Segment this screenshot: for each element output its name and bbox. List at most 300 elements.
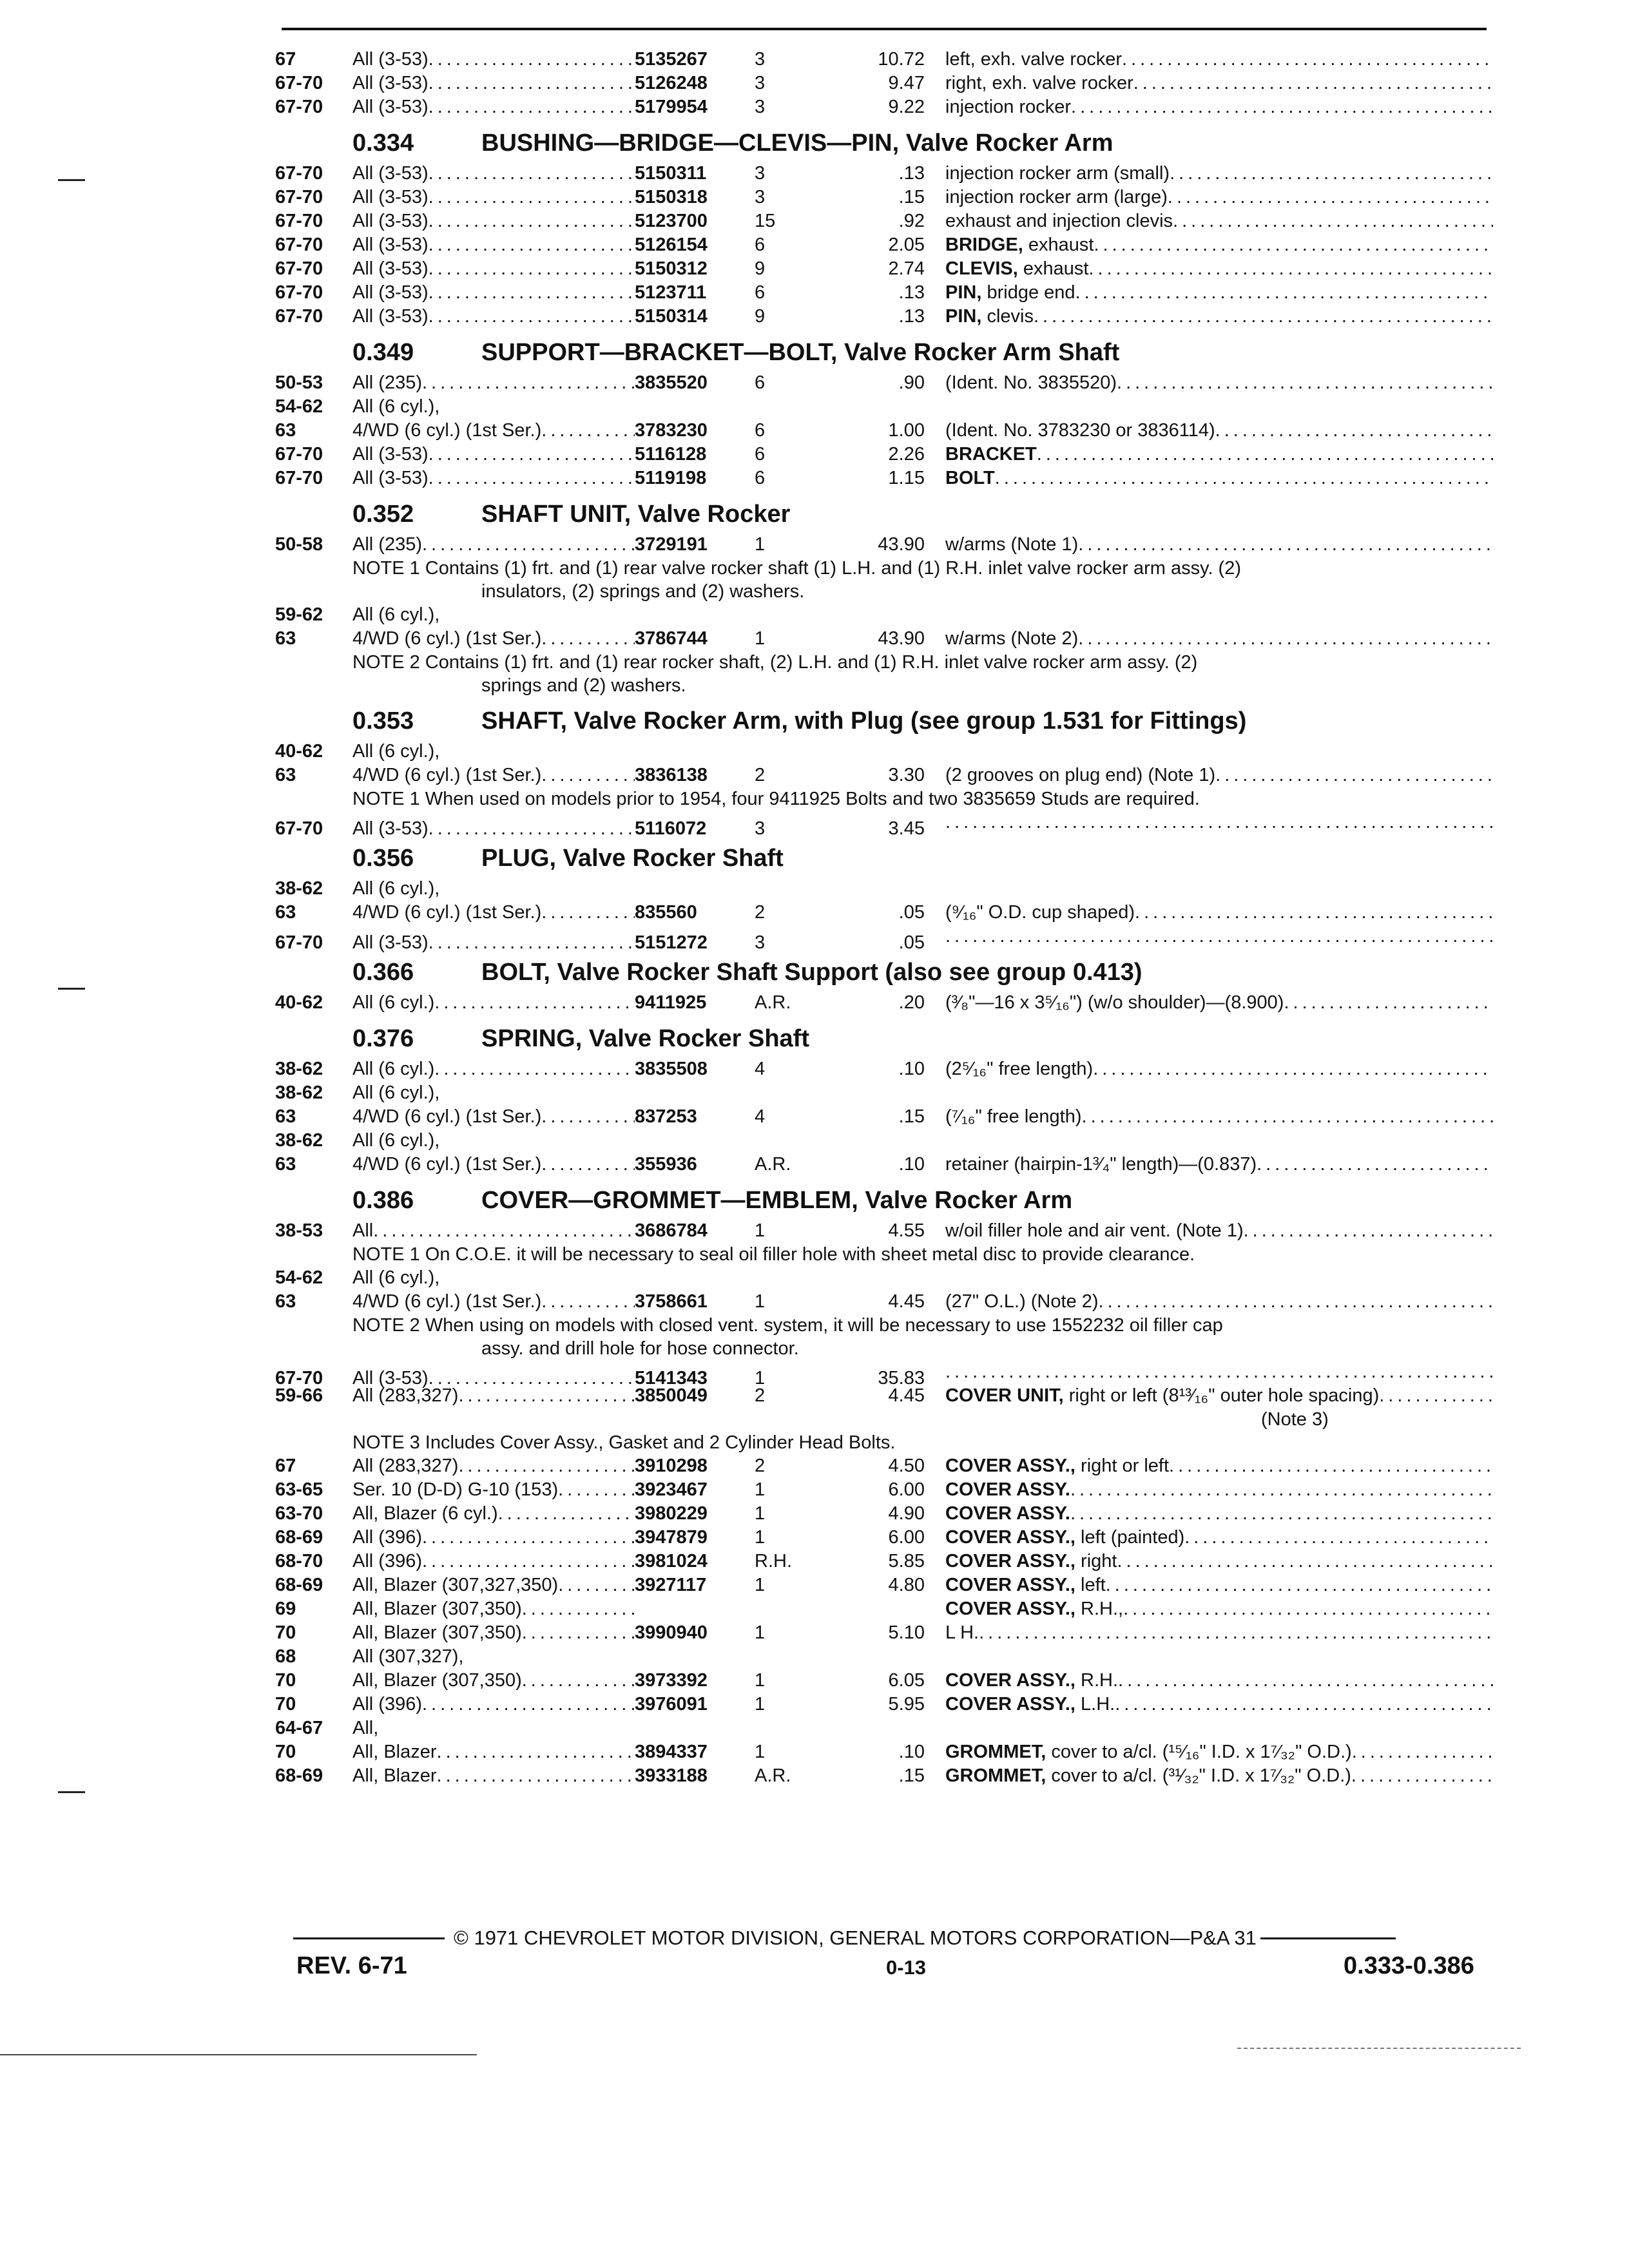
price: .13: [898, 282, 925, 303]
part-number: 3910298: [635, 1456, 708, 1476]
leader-dots: [429, 817, 635, 841]
price: 35.83: [878, 1368, 925, 1389]
quantity: 6: [755, 282, 766, 303]
application: All (6 cyl.): [352, 992, 435, 1013]
model-years: 38-53: [275, 1220, 323, 1241]
note-line: NOTE 3 Includes Cover Assy., Gasket and 2 Cylinder Head Bolts.: [352, 1432, 896, 1453]
model-years: 67-70: [275, 1368, 323, 1389]
description-text: right, exh. valve rocker: [945, 73, 1133, 93]
quantity: A.R.: [755, 1154, 791, 1175]
parts-section: [275, 834, 1493, 953]
leader-dots: [1117, 371, 1493, 395]
leader-dots: [1078, 627, 1493, 651]
application: 4/WD (6 cyl.) (1st Ser.): [352, 902, 542, 923]
model-years: 63: [275, 765, 296, 785]
table-row: [275, 1597, 1493, 1621]
leader-dots: [522, 1669, 635, 1693]
table-row: [275, 1153, 1493, 1177]
description-cell: [945, 257, 1493, 281]
leader-dots: [1070, 1502, 1493, 1526]
application-cell: [352, 1454, 635, 1478]
note-continuation: assy. and drill hole for hose connector.: [481, 1338, 799, 1359]
application: All (3-53): [352, 818, 429, 839]
description-text: retainer (hairpin-1³⁄₄" length)—(0.837): [945, 1154, 1257, 1175]
application-cell: [352, 1057, 635, 1081]
description-cell: [945, 305, 1493, 329]
description-cell: [945, 1478, 1493, 1502]
application-cell: [352, 72, 635, 95]
description: [945, 257, 1088, 281]
description: [945, 1597, 1123, 1621]
part-number: 3850049: [635, 1385, 708, 1406]
application-cell: [352, 209, 635, 233]
price: .05: [898, 902, 925, 923]
quantity: 1: [755, 534, 766, 555]
leader-dots: [541, 901, 635, 925]
application-cell: [352, 991, 635, 1015]
price: 3.45: [888, 818, 925, 839]
table-row: [275, 1764, 1493, 1788]
section-heading: [275, 490, 1493, 533]
quantity: 1: [755, 1503, 766, 1524]
application: All (396): [352, 1694, 422, 1715]
leader-dots: [498, 1502, 635, 1526]
model-years: 67: [275, 49, 296, 70]
part-number: 3990940: [635, 1622, 708, 1643]
leader-dots: [429, 257, 635, 281]
note-line: NOTE 1 When used on models prior to 1954, four 9411925 Bolts and two 3835659 Studs are required.: [352, 789, 1200, 809]
application-cell: [352, 1597, 635, 1621]
leader-dots: [434, 1057, 635, 1081]
leader-dots: [429, 466, 635, 490]
section-title: PLUG, Valve Rocker Shaft: [481, 845, 784, 872]
table-row: [275, 257, 1493, 281]
description: [945, 1219, 1244, 1243]
application-cell: [352, 1740, 635, 1764]
application: All (3-53): [352, 468, 429, 488]
leader-dots: [422, 1693, 635, 1716]
model-years: 67-70: [275, 235, 323, 255]
part-number: 3729191: [635, 534, 708, 555]
application-cell: [352, 1478, 635, 1502]
description-cell: [945, 209, 1493, 233]
model-years: 38-62: [275, 1130, 323, 1151]
description: [945, 1526, 1184, 1550]
quantity: 2: [755, 765, 766, 785]
price: .92: [898, 211, 925, 231]
description-cell: [945, 1105, 1493, 1129]
price: .10: [898, 1742, 925, 1762]
leader-dots: [429, 305, 635, 329]
part-number: 3973392: [635, 1670, 708, 1691]
table-row: [275, 1526, 1493, 1550]
table-row: [275, 1573, 1493, 1597]
footer-rule: [1260, 1937, 1396, 1939]
application-cell: [352, 95, 635, 119]
table-row: [275, 371, 1493, 395]
revision-label: REV. 6-71: [296, 1952, 407, 1979]
model-years: 40-62: [275, 992, 323, 1013]
description-text: (27" O.L.) (Note 2): [945, 1291, 1099, 1312]
application: All (3-53): [352, 306, 429, 327]
quantity: 3: [755, 49, 766, 70]
description: [945, 186, 1168, 209]
model-years: 70: [275, 1622, 296, 1643]
description: [945, 48, 1122, 72]
quantity: 2: [755, 1456, 766, 1476]
model-years: 59-62: [275, 604, 323, 625]
application: All (6 cyl.),: [352, 396, 440, 417]
bottom-rule: [0, 2054, 477, 2055]
model-years: 38-62: [275, 1059, 323, 1079]
description-text: injection rocker arm (large): [945, 187, 1168, 207]
application: All (235): [352, 372, 422, 393]
price: 2.26: [888, 444, 925, 465]
description-cell: [945, 1057, 1493, 1081]
description-text: right: [1075, 1551, 1117, 1571]
top-rule: [282, 28, 1487, 30]
leader-dots: [1123, 1597, 1493, 1621]
model-years: 67-70: [275, 818, 323, 839]
model-years: 64-67: [275, 1718, 323, 1738]
application: All (3-53): [352, 932, 429, 953]
description-text: exhaust and injection clevis: [945, 211, 1173, 231]
section-number: 0.352: [352, 501, 414, 528]
section-number: 0.349: [352, 339, 414, 366]
quantity: 3: [755, 163, 766, 184]
leader-dots: [541, 419, 635, 443]
section-heading: [275, 948, 1493, 991]
description-text: cover to a/cl. (³¹⁄₃₂" I.D. x 1⁷⁄₃₂" O.D.): [1046, 1765, 1351, 1786]
table-row: [275, 1057, 1493, 1081]
application: All (6 cyl.),: [352, 741, 440, 762]
table-row: [275, 1645, 1493, 1669]
part-number: 3980229: [635, 1503, 708, 1524]
description: [945, 901, 1135, 925]
parts-section: [275, 1015, 1493, 1177]
description-text: (2⁵⁄₁₆" free length): [945, 1059, 1094, 1079]
description-bold: PIN,: [945, 282, 982, 303]
model-years: 38-62: [275, 1082, 323, 1103]
leader-dots: [558, 1573, 635, 1597]
application: All (6 cyl.),: [352, 1267, 440, 1288]
description-text: cover to a/cl. (¹⁵⁄₁₆" I.D. x 1⁷⁄₃₂" O.D.): [1046, 1742, 1352, 1762]
price: .15: [898, 1106, 925, 1127]
price: 4.90: [888, 1503, 925, 1524]
application-cell: [352, 1573, 635, 1597]
leader-dots: [458, 1454, 635, 1478]
model-years: 69: [275, 1599, 296, 1619]
description-text: injection rocker: [945, 97, 1072, 117]
part-number: 3835508: [635, 1059, 708, 1079]
section-number: 0.356: [352, 845, 414, 872]
note-line: NOTE 1 Contains (1) frt. and (1) rear valve rocker shaft (1) L.H. and (1) R.H. inlet valve rocker arm assy. (2): [352, 558, 1242, 579]
application-cell: [352, 1526, 635, 1550]
application: All (6 cyl.),: [352, 604, 440, 625]
part-number: 5116072: [635, 818, 707, 839]
price: .05: [898, 932, 925, 953]
description-cell: [945, 1502, 1493, 1526]
leader-dots: [541, 764, 635, 787]
description-cell: [945, 1219, 1493, 1243]
description-text: left, exh. valve rocker: [945, 49, 1122, 70]
note-text: [275, 787, 1493, 811]
application: All, Blazer (307,350): [352, 1670, 522, 1691]
part-number: 5123711: [635, 282, 707, 303]
price: 4.80: [888, 1575, 925, 1595]
quantity: 1: [755, 1220, 766, 1241]
quantity: 6: [755, 372, 766, 393]
price: .15: [898, 187, 925, 207]
part-number: 835560: [635, 902, 697, 923]
quantity: 15: [755, 211, 776, 231]
application-cell: [352, 305, 635, 329]
description-bold: PIN,: [945, 306, 982, 327]
price: .10: [898, 1059, 925, 1079]
application: 4/WD (6 cyl.) (1st Ser.): [352, 765, 542, 785]
section-title: BUSHING—BRIDGE—CLEVIS—PIN, Valve Rocker Arm: [481, 130, 1113, 157]
description: [945, 1478, 1070, 1502]
price: 2.74: [888, 258, 925, 279]
model-years: 63-65: [275, 1479, 323, 1500]
application-cell: [352, 1669, 635, 1693]
description-cell: [945, 764, 1493, 787]
description-cell: [945, 466, 1493, 490]
application: All (3-53): [352, 211, 429, 231]
model-years: 67-70: [275, 444, 323, 465]
table-row: [275, 1740, 1493, 1764]
description-text: exhaust: [1017, 258, 1089, 279]
application: All (283,327): [352, 1385, 459, 1406]
application-cell: [352, 371, 635, 395]
quantity: 9: [755, 306, 766, 327]
price: .10: [898, 1154, 925, 1175]
description-cell: [945, 1693, 1493, 1716]
page-number: 0-13: [886, 1956, 927, 1979]
section-title: COVER—GROMMET—EMBLEM, Valve Rocker Arm: [481, 1187, 1073, 1214]
price: 2.05: [888, 235, 925, 255]
description: [945, 533, 1078, 557]
table-row: [275, 603, 1493, 627]
margin-tick: [58, 1791, 85, 1793]
leader-dots: [429, 72, 635, 95]
application: All (3-53): [352, 258, 429, 279]
section-heading: [275, 1177, 1493, 1219]
model-years: 59-66: [275, 1385, 323, 1406]
table-row: [275, 811, 1493, 839]
application: Ser. 10 (D-D) G-10 (153): [352, 1479, 559, 1500]
description-text: left: [1075, 1575, 1106, 1595]
application: All (3-53): [352, 187, 429, 207]
application-cell: [352, 186, 635, 209]
description: [945, 1550, 1117, 1573]
application-cell: [352, 1550, 635, 1573]
table-row: [275, 1081, 1493, 1105]
leader-dots: [422, 533, 635, 557]
description: [945, 443, 1037, 466]
leader-dots: [429, 48, 635, 72]
description-cell: [945, 1290, 1493, 1314]
application: All, Blazer (6 cyl.): [352, 1503, 498, 1524]
description-text: (Ident. No. 3783230 or 3836114): [945, 420, 1215, 441]
model-years: 70: [275, 1670, 296, 1691]
section-title: SPRING, Valve Rocker Shaft: [481, 1025, 809, 1052]
application: All, Blazer: [352, 1765, 437, 1786]
description-text: left (painted): [1075, 1527, 1185, 1548]
application: All (396): [352, 1551, 422, 1571]
description-cell: [945, 443, 1493, 466]
leader-dots: [458, 1384, 635, 1408]
table-row: [275, 1360, 1493, 1389]
quantity: 1: [755, 1479, 766, 1500]
description: [945, 419, 1215, 443]
leader-dots: [1078, 533, 1493, 557]
description: [945, 1573, 1106, 1597]
description: [945, 1669, 1118, 1693]
description-cell: [945, 1454, 1493, 1478]
price: .15: [898, 1765, 925, 1786]
description-text: bridge end: [981, 282, 1075, 303]
model-years: 67-70: [275, 163, 323, 184]
application: All (307,327),: [352, 1646, 464, 1667]
table-row: [275, 209, 1493, 233]
parts-section: [275, 48, 1493, 119]
price: 9.22: [888, 97, 925, 117]
parts-section: [275, 329, 1493, 490]
quantity: R.H.: [755, 1551, 792, 1571]
leader-dots: [1215, 419, 1493, 443]
application-cell: [352, 281, 635, 305]
part-number: 3976091: [635, 1694, 708, 1715]
leader-dots: [1351, 1764, 1493, 1788]
price: 4.45: [888, 1291, 925, 1312]
section-number: 0.376: [352, 1025, 414, 1052]
description-cell: [945, 925, 1493, 948]
description-cell: [945, 1526, 1493, 1550]
description-cell: [945, 991, 1493, 1015]
leader-dots: [945, 811, 1493, 834]
quantity: 1: [755, 1527, 766, 1548]
application-cell: [352, 931, 635, 955]
description-cell: [945, 233, 1493, 257]
leader-dots: [1070, 1478, 1493, 1502]
table-row: [275, 1693, 1493, 1716]
model-years: 67-70: [275, 258, 323, 279]
application: All (235): [352, 534, 422, 555]
description-cell: [945, 95, 1493, 119]
application-cell: [352, 443, 635, 466]
parts-section: [275, 697, 1493, 839]
price: .13: [898, 163, 925, 184]
leader-dots: [437, 1740, 635, 1764]
part-number: 3947879: [635, 1527, 708, 1548]
model-years: 67: [275, 1456, 296, 1476]
section-title: BOLT, Valve Rocker Shaft Support (also see group 0.413): [481, 959, 1142, 986]
table-row: [275, 419, 1493, 443]
leader-dots: [1115, 1693, 1493, 1716]
part-number: 5150311: [635, 163, 707, 184]
price: 3.30: [888, 765, 925, 785]
leader-dots: [1184, 1526, 1493, 1550]
leader-dots: [1133, 72, 1493, 95]
description: [945, 1502, 1070, 1526]
description-cell: [945, 811, 1493, 834]
application: All, Blazer (307,350): [352, 1622, 522, 1643]
price: 1.15: [888, 468, 925, 488]
quantity: 3: [755, 932, 766, 953]
model-years: 63: [275, 420, 296, 441]
model-years: 67-70: [275, 211, 323, 231]
price: 5.95: [888, 1694, 925, 1715]
table-row: [275, 901, 1493, 925]
footer-rule: [293, 1937, 445, 1939]
leader-dots: [437, 1764, 635, 1788]
leader-dots: [429, 209, 635, 233]
description: [945, 371, 1117, 395]
price: 5.10: [888, 1622, 925, 1643]
table-row: [275, 764, 1493, 787]
table-row: [275, 533, 1493, 557]
table-row: [275, 281, 1493, 305]
part-number: 3927117: [635, 1575, 707, 1595]
table-row: [275, 740, 1493, 764]
model-years: 67-70: [275, 97, 323, 117]
note-text: [275, 651, 1493, 697]
section-number: 0.334: [352, 130, 414, 157]
description-text: (⁹⁄₁₆" O.D. cup shaped): [945, 902, 1135, 923]
description: [945, 991, 1284, 1015]
description: [945, 1153, 1257, 1177]
note-line: NOTE 2 Contains (1) frt. and (1) rear rocker shaft, (2) L.H. and (1) R.H. inlet valve rocker arm assy. (2): [352, 652, 1198, 673]
application-cell: [352, 533, 635, 557]
leader-dots: [1117, 1550, 1493, 1573]
table-row: [275, 925, 1493, 953]
leader-dots: [1170, 162, 1493, 186]
price: 6.00: [888, 1527, 925, 1548]
part-number: 5116128: [635, 444, 707, 465]
table-row: [275, 48, 1493, 72]
price: 10.72: [878, 49, 925, 70]
quantity: 9: [755, 258, 766, 279]
description-bold: COVER ASSY.: [945, 1503, 1070, 1524]
note-line: NOTE 1 On C.O.E. it will be necessary to seal oil filler hole with sheet metal disc to provide clearance.: [352, 1244, 1195, 1265]
note-text: [275, 1431, 1493, 1454]
parts-section: [275, 948, 1493, 1015]
leader-dots: [945, 925, 1493, 948]
quantity: 1: [755, 1575, 766, 1595]
section-heading: [275, 834, 1493, 877]
part-number: 355936: [635, 1154, 697, 1175]
leader-dots: [1094, 233, 1493, 257]
leader-dots: [1034, 305, 1493, 329]
section-number: 0.386: [352, 1187, 414, 1214]
description-text: clevis: [981, 306, 1034, 327]
part-number: 3835520: [635, 372, 708, 393]
model-years: 67-70: [275, 282, 323, 303]
price: 1.00: [888, 420, 925, 441]
leader-dots: [429, 233, 635, 257]
application: All (3-53): [352, 49, 429, 70]
description-cell: [945, 901, 1493, 925]
model-years: 67-70: [275, 932, 323, 953]
description-text: exhaust: [1023, 235, 1094, 255]
note-line: NOTE 2 When using on models with closed vent. system, it will be necessary to use 1552232 oil filler cap: [352, 1315, 1223, 1336]
leader-dots: [1075, 281, 1493, 305]
description-bold: COVER UNIT,: [945, 1385, 1064, 1406]
model-years: 38-62: [275, 878, 323, 899]
application-cell: [352, 162, 635, 186]
price: 43.90: [878, 534, 925, 555]
